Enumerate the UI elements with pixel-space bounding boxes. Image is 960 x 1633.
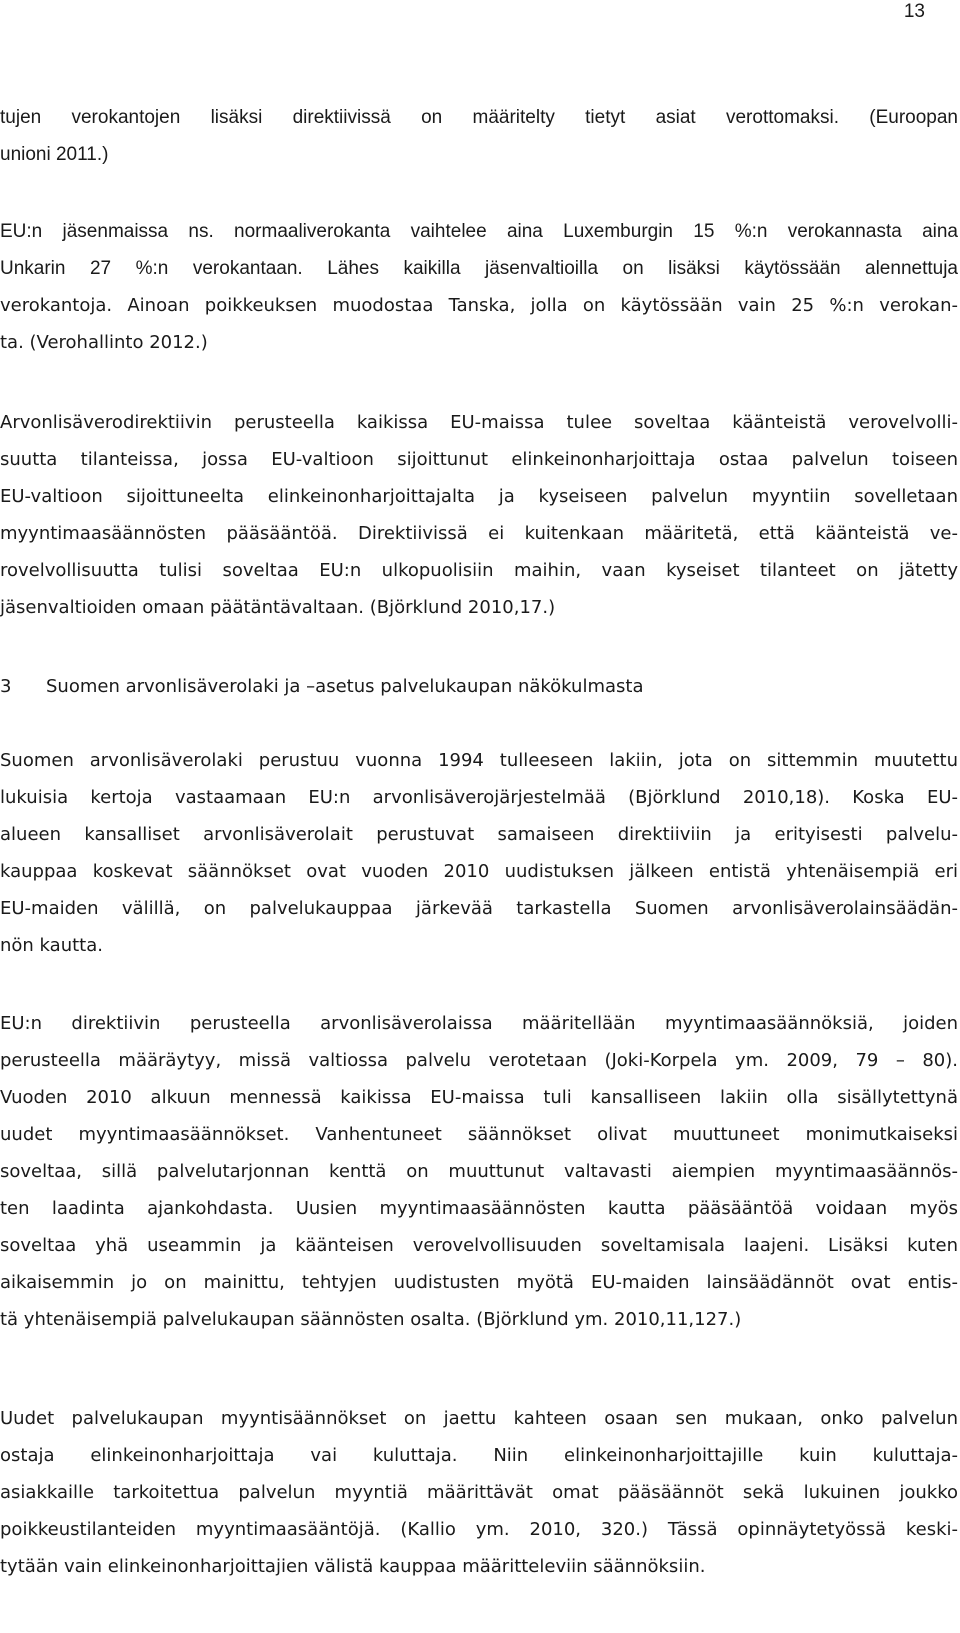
text-line: soveltaa, sillä palvelutarjonnan kenttä on muuttunut valtavasti aiempien myyntimaasäännös- (0, 1161, 958, 1182)
text-line: EU-valtioon sijoittuneelta elinkeinonharjoittajalta ja kyseiseen palvelun myyntiin sovelletaan (0, 486, 958, 507)
text-line: Uudet palvelukaupan myyntisäännökset on jaettu kahteen osaan sen mukaan, onko palvelun (0, 1408, 958, 1429)
text-line: lukuisia kertoja vastaamaan EU:n arvonlisäverojärjestelmää (Björklund 2010,18). Koska EU- (0, 787, 958, 808)
text-line: tä yhtenäisempiä palvelukaupan säännösten osalta. (Björklund ym. 2010,11,127.) (0, 1309, 742, 1330)
text-line: suutta tilanteissa, jossa EU-valtioon sijoittunut elinkeinonharjoittaja ostaa palvelun toiseen (0, 449, 958, 470)
text-line: aikaisemmin jo on mainittu, tehtyjen uudistusten myötä EU-maiden lainsäädännöt ovat entis- (0, 1272, 958, 1293)
paragraph-eu-directive-intro (0, 99, 958, 173)
text-line: poikkeustilanteiden myyntimaasääntöjä. (Kallio ym. 2010, 320.) Tässä opinnäytetyössä keski- (0, 1519, 958, 1540)
paragraph-new-sales-rules (0, 1400, 958, 1585)
text-line: soveltaa yhä useammin ja käänteisen verovelvollisuuden soveltamisala laajeni. Lisäksi kuten (0, 1235, 958, 1256)
text-line: kauppaa koskevat säännökset ovat vuoden 2010 uudistuksen jälkeen entistä yhtenäisempiä eri (0, 861, 958, 882)
page-number: 13 (903, 1, 925, 22)
paragraph-reverse-charge (0, 404, 958, 626)
text-line: myyntimaasäännösten pääsääntöä. Direktiivissä ei kuitenkaan määritetä, että käänteistä ve- (0, 523, 958, 544)
text-line: ostaja elinkeinonharjoittaja vai kuluttaja. Niin elinkeinonharjoittajille kuin kuluttaja- (0, 1445, 958, 1466)
text-line: ta. (Verohallinto 2012.) (0, 332, 208, 353)
paragraph-vat-rates (0, 213, 958, 361)
text-line: tujen verokantojen lisäksi direktiivissä on määritelty tietyt asiat verottomaksi. (Euroopan (0, 107, 958, 128)
text-line: perusteella määräytyy, missä valtiossa palvelu verotetaan (Joki-Korpela ym. 2009, 79 – 80). (0, 1050, 958, 1071)
text-line: EU-maiden välillä, on palvelukauppaa järkevää tarkastella Suomen arvonlisäverolainsäädän- (0, 898, 958, 919)
text-line: uudet myyntimaasäännökset. Vanhentuneet säännökset olivat muuttuneet monimutkaiseksi (0, 1124, 958, 1145)
text-line: Arvonlisäverodirektiivin perusteella kaikissa EU-maissa tulee soveltaa käänteistä verovelvolli- (0, 412, 958, 433)
text-line: Vuoden 2010 alkuun mennessä kaikissa EU-maissa tuli kansalliseen lakiin olla sisällytettynä (0, 1087, 958, 1108)
text-line: Unkarin 27 %:n verokantaan. Lähes kaikilla jäsenvaltioilla on lisäksi käytössään alennettuja (0, 258, 958, 279)
text-line: unioni 2011.) (0, 144, 109, 165)
text-line: tytään vain elinkeinonharjoittajien välistä kauppaa määritteleviin säännöksiin. (0, 1556, 706, 1577)
text-line: ten laadinta ajankohdasta. Uusien myyntimaasäännösten kautta pääsääntöä voidaan myös (0, 1198, 958, 1219)
section-number: 3 (0, 676, 12, 697)
text-line: alueen kansalliset arvonlisäverolait perustuvat samaiseen direktiiviin ja erityisesti palvelu- (0, 824, 958, 845)
paragraph-finnish-vat-law (0, 742, 958, 964)
text-line: EU:n direktiivin perusteella arvonlisäverolaissa määritellään myyntimaasäännöksiä, joiden (0, 1013, 958, 1034)
text-line: verokantoja. Ainoan poikkeuksen muodostaa Tanska, jolla on käytössään vain 25 %:n verokan- (0, 295, 958, 316)
text-line: Suomen arvonlisäverolaki perustuu vuonna 1994 tulleeseen lakiin, jota on sittemmin muutettu (0, 750, 958, 771)
text-line: rovelvollisuutta tulisi soveltaa EU:n ulkopuolisiin maihin, vaan kyseiset tilanteet on jätetty (0, 560, 958, 581)
text-line: EU:n jäsenmaissa ns. normaaliverokanta vaihtelee aina Luxemburgin 15 %:n verokannasta aina (0, 221, 958, 242)
text-line: asiakkaille tarkoitettua palvelun myyntiä määrittävät omat pääsäännöt sekä lukuinen joukko (0, 1482, 958, 1503)
section-heading (0, 668, 644, 705)
text-line: jäsenvaltioiden omaan päätäntävaltaan. (Björklund 2010,17.) (0, 597, 556, 618)
paragraph-place-of-supply (0, 1005, 958, 1338)
text-line: nön kautta. (0, 935, 103, 956)
section-title: Suomen arvonlisäverolaki ja –asetus palvelukaupan näkökulmasta (46, 676, 644, 697)
